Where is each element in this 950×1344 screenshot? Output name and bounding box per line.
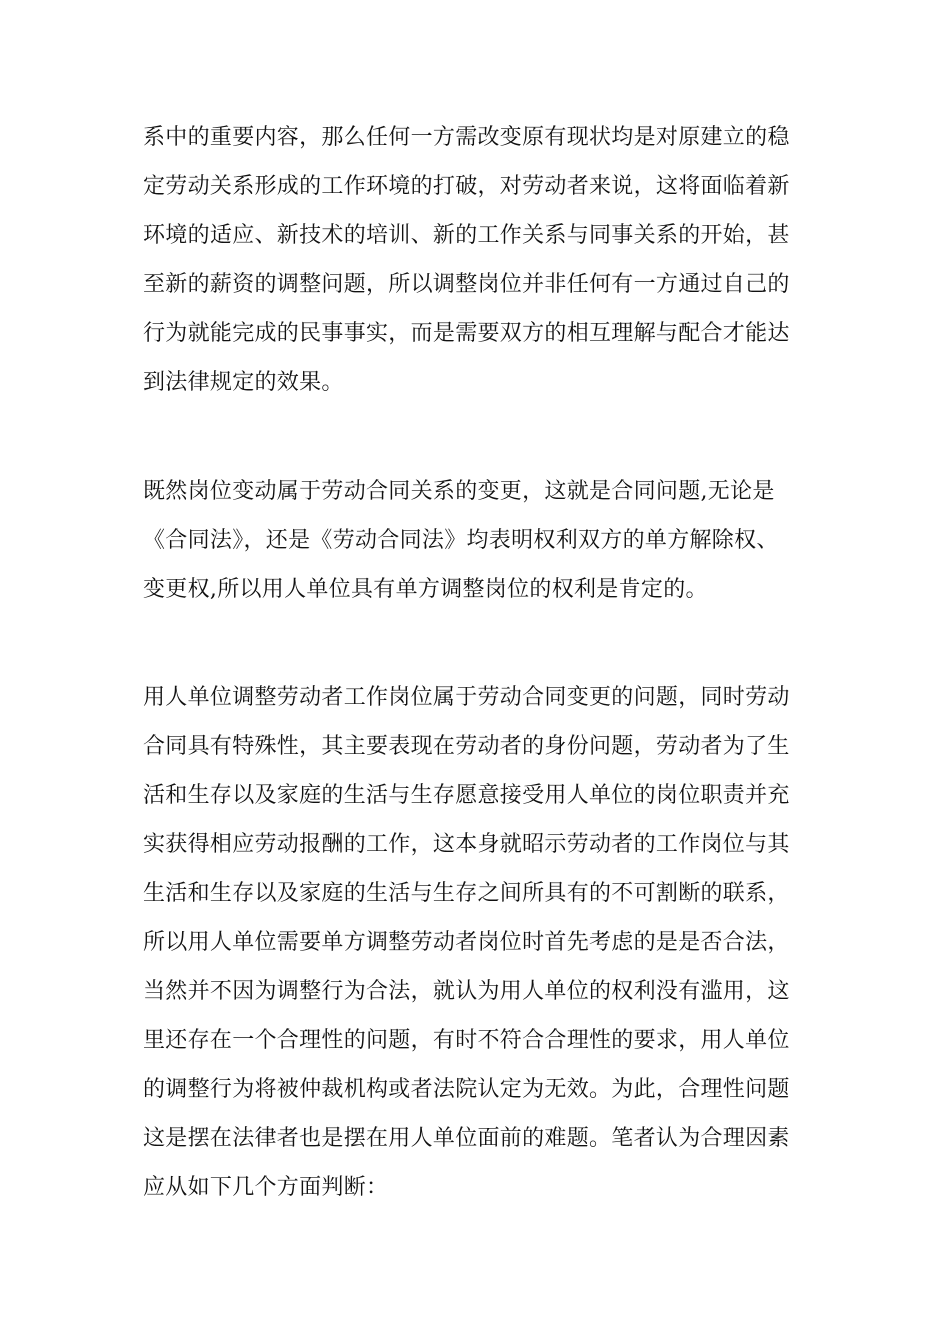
text-line: 里还存在一个合理性的问题，有时不符合合理性的要求，用人单位	[143, 1028, 790, 1053]
paragraph-3	[143, 673, 813, 1212]
paragraph-1	[143, 113, 813, 407]
text-line: 的调整行为将被仲裁机构或者法院认定为无效。为此，合理性问题	[143, 1077, 790, 1102]
text-line: 当然并不因为调整行为合法，就认为用人单位的权利没有滥用，这	[143, 979, 790, 1004]
text-line: 到法律规定的效果。	[143, 370, 344, 395]
text-line: 所以用人单位需要单方调整劳动者岗位时首先考虑的是是否合法，	[143, 930, 790, 955]
text-line: 活和生存以及家庭的生活与生存愿意接受用人单位的岗位职责并充	[143, 783, 790, 808]
text-line: 实获得相应劳动报酬的工作，这本身就昭示劳动者的工作岗位与其	[143, 832, 790, 857]
text-line: 生活和生存以及家庭的生活与生存之间所具有的不可割断的联系，	[143, 881, 790, 906]
text-line: 定劳动关系形成的工作环境的打破，对劳动者来说，这将面临着新	[143, 174, 790, 199]
text-line: 这是摆在法律者也是摆在用人单位面前的难题。笔者认为合理因素	[143, 1126, 790, 1151]
text-line: 变更权,所以用人单位具有单方调整岗位的权利是肯定的。	[143, 577, 708, 602]
text-line: 应从如下几个方面判断：	[143, 1175, 389, 1200]
text-line: 用人单位调整劳动者工作岗位属于劳动合同变更的问题，同时劳动	[143, 685, 790, 710]
text-line: 合同具有特殊性，其主要表现在劳动者的身份问题，劳动者为了生	[143, 734, 790, 759]
text-line: 《合同法》，还是《劳动合同法》均表明权利双方的单方解除权、	[143, 528, 779, 553]
text-line: 至新的薪资的调整问题，所以调整岗位并非任何有一方通过自己的	[143, 272, 790, 297]
text-line: 既然岗位变动属于劳动合同关系的变更，这就是合同问题,无论是	[143, 479, 775, 504]
text-line: 环境的适应、新技术的培训、新的工作关系与同事关系的开始，甚	[143, 223, 790, 248]
text-line: 系中的重要内容，那么任何一方需改变原有现状均是对原建立的稳	[143, 125, 790, 150]
paragraph-2	[143, 467, 813, 614]
text-line: 行为就能完成的民事事实，而是需要双方的相互理解与配合才能达	[143, 321, 790, 346]
